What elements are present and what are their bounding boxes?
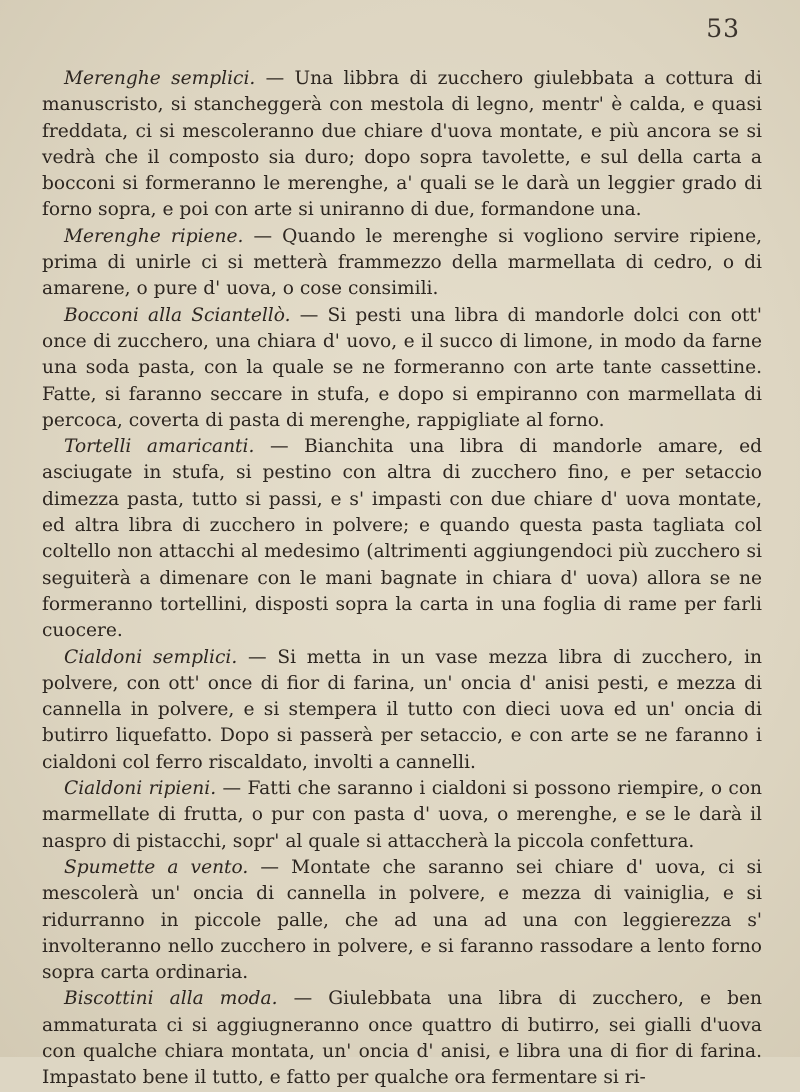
recipe-cialdoni-semplici <box>42 645 762 776</box>
recipe-merenghe-ripiene <box>42 224 762 303</box>
recipe-bocconi-alla-sciantello <box>42 303 762 434</box>
recipe-cialdoni-ripieni <box>42 776 762 855</box>
page-number: 53 <box>706 14 740 43</box>
recipe-title: Cialdoni semplici. <box>64 646 238 668</box>
recipe-biscottini-alla-moda <box>42 986 762 1091</box>
text-body <box>42 66 762 1092</box>
recipe-text: — Giulebbata una libra di zucchero, e ben ammaturata ci si aggiugneranno once quattro di butirro, sei gialli d'uova con qualche chiara montata, un' oncia d' anisi, e libra una di fior di farina. Impastato bene il tutto, e fatto per qualche ora fermentare si ri- <box>42 988 762 1089</box>
recipe-text: — Montate che saranno sei chiare d' uova, ci si mescolerà un' oncia di cannella in polvere, e mezza di vainiglia, e si ridurranno in piccole palle, che ad una ad una con leggierezza s' involteranno nello zucchero in polvere, e si faranno rassodare a lento forno sopra carta ordinaria. <box>42 856 762 984</box>
recipe-title: Biscottini alla moda. <box>64 988 278 1010</box>
recipe-title: Tortelli amaricanti. <box>64 436 255 458</box>
recipe-merenghe-semplici <box>42 66 762 224</box>
recipe-text: — Una libbra di zucchero giulebbata a cottura di manuscristo, si stancheggerà con mestola di legno, mentr' è calda, e quasi freddata, ci si mescoleranno due chiare d'uova montate, e più ancora se si vedrà che il composto sia duro; dopo sopra tavolette, e sul della carta a bocconi si formeranno le merenghe, a' quali se le darà un leggier grado di forno sopra, e poi con arte si uniranno di due, formandone una. <box>42 68 763 221</box>
recipe-tortelli-amaricanti <box>42 434 762 644</box>
recipe-title: Spumette a vento. <box>64 856 249 878</box>
recipe-title: Merenghe ripiene. <box>64 225 244 247</box>
recipe-text: — Si pesti una libra di mandorle dolci con ott' once di zucchero, una chiara d' uovo, e il succo di limone, in modo da farne una soda pasta, con la quale se ne formeranno con arte tante cassettine. Fatte, si faranno seccare in stufa, e dopo si empiranno con marmellata di percoca, coverta di pasta di merenghe, rappigliate al forno. <box>42 304 762 431</box>
recipe-title: Bocconi alla Sciantellò. <box>64 304 291 326</box>
recipe-spumette-a-vento <box>42 855 762 986</box>
recipe-title: Cialdoni ripieni. <box>64 778 217 800</box>
recipe-text: — Si metta in un vase mezza libra di zucchero, in polvere, con ott' once di fior di farina, un' oncia d' anisi pesti, e mezza di cannella in polvere, e si stempera il tutto con dieci uova ed un' oncia di butirro liquefatto. Dopo si passerà per setaccio, e con arte se ne faranno i cialdoni col ferro riscaldato, involti a cannelli. <box>42 646 762 773</box>
recipe-text: — Quando le merenghe si vogliono servire ripiene, prima di unirle ci si metterà frammezzo della marmellata di cedro, o di amarene, o pure d' uova, o cose consimili. <box>42 225 762 300</box>
recipe-text: — Fatti che saranno i cialdoni si possono riempire, o con marmellate di frutta, o pur con pasta d' uova, o merenghe, e se le darà il naspro di pistacchi, sopr' al quale si attaccherà la piccola confettura. <box>42 778 763 852</box>
recipe-title: Merenghe semplici. <box>64 68 256 89</box>
recipe-text: — Bianchita una libra di mandorle amare, ed asciugate in stufa, si pestino con altra di zucchero fino, e per setaccio dimezza pasta, tutto si passi, e s' impasti con due chiare d' uova montate, ed altra libra di zucchero in polvere; e quando questa pasta tagliata col coltello non attacchi al medesimo (altrimenti aggiungendoci più zucchero si seguiterà a dimenare con le mani bagnate in chiara d' uova) allora se ne formeranno tortellini, disposti sopra la carta in una foglia di rame per farli cuocere. <box>42 436 762 642</box>
